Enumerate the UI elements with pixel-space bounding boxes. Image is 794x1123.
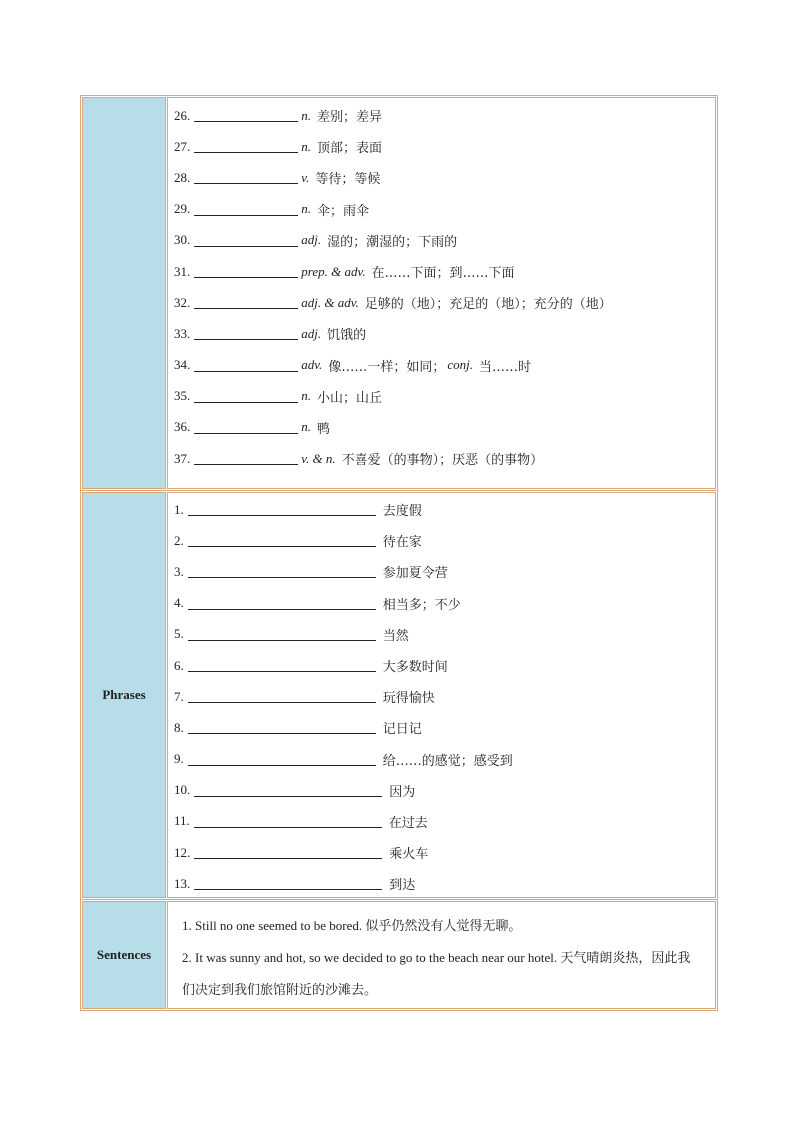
- vocab-item: [174, 162, 709, 193]
- meaning: 湿的；潮湿的；下雨的: [327, 234, 458, 250]
- part-of-speech: n.: [301, 107, 311, 123]
- meaning: 像……一样；如同；: [328, 359, 446, 375]
- item-number: 28.: [174, 169, 191, 185]
- meaning: 足够的（地）；充足的（地）；充分的（地）: [364, 297, 612, 313]
- meaning: 待在家: [382, 535, 422, 551]
- vocab-item: [174, 225, 709, 256]
- meaning: 相当多；不少: [382, 597, 461, 613]
- vocab-item: [174, 350, 709, 381]
- meaning: 玩得愉快: [382, 691, 435, 707]
- phrases-content: [167, 492, 716, 898]
- item-number: 7.: [174, 688, 184, 704]
- part-of-speech: adv.: [301, 357, 323, 373]
- answer-blank[interactable]: [194, 390, 298, 403]
- vocab-item: [174, 100, 709, 131]
- sentences-row: [81, 900, 717, 1010]
- answer-blank[interactable]: [194, 846, 382, 859]
- part-of-speech: n.: [301, 388, 311, 404]
- item-number: 35.: [174, 388, 191, 404]
- meaning: 去度假: [382, 504, 422, 520]
- vocab-item: [174, 131, 709, 162]
- answer-blank[interactable]: [194, 421, 298, 434]
- answer-blank[interactable]: [194, 171, 298, 184]
- phrases-label: Phrases: [82, 492, 166, 898]
- part-of-speech: n.: [301, 138, 311, 154]
- item-number: 36.: [174, 419, 191, 435]
- meaning: 因为: [389, 784, 416, 800]
- phrase-item: [174, 619, 709, 650]
- sentences-label: Sentences: [82, 901, 166, 1009]
- item-number: 10.: [174, 782, 191, 798]
- phrase-item: [174, 806, 709, 837]
- sentence-chinese: 天气晴朗炎热，因此我们决定到我们旅馆附近的沙滩去。: [182, 951, 691, 998]
- meaning: 顶部；表面: [317, 141, 383, 157]
- answer-blank[interactable]: [188, 534, 376, 547]
- item-number: 13.: [174, 875, 191, 891]
- item-number: 1.: [174, 501, 184, 517]
- phrase-item: [174, 494, 709, 525]
- item-number: 11.: [174, 813, 190, 829]
- item-number: 37.: [174, 450, 191, 466]
- sentences-content: [167, 901, 716, 1009]
- item-number: 26.: [174, 107, 191, 123]
- part-of-speech: n.: [301, 419, 311, 435]
- meaning: 饥饿的: [327, 328, 367, 344]
- answer-blank[interactable]: [188, 721, 376, 734]
- answer-blank[interactable]: [194, 815, 382, 828]
- vocabulary-label-cell: [82, 97, 166, 489]
- item-number: 32.: [174, 294, 191, 310]
- phrases-row: [81, 491, 717, 900]
- sentence-english: 2. It was sunny and hot, so we decided to go to the beach near our hotel.: [182, 950, 558, 965]
- answer-blank[interactable]: [194, 359, 298, 372]
- meaning: 小山；山丘: [317, 390, 383, 406]
- answer-blank[interactable]: [194, 877, 382, 890]
- answer-blank[interactable]: [194, 452, 298, 465]
- meaning: 给……的感觉；感受到: [382, 753, 513, 769]
- phrase-item: [174, 775, 709, 806]
- phrase-item: [174, 681, 709, 712]
- answer-blank[interactable]: [188, 753, 376, 766]
- sentence-item: [182, 942, 701, 1006]
- phrase-item: [174, 588, 709, 619]
- item-number: 3.: [174, 563, 184, 579]
- answer-blank[interactable]: [188, 565, 376, 578]
- vocabulary-row: [81, 96, 717, 491]
- answer-blank[interactable]: [194, 203, 298, 216]
- part-of-speech: prep. & adv.: [301, 263, 366, 279]
- study-table: [80, 95, 718, 1011]
- part-of-speech: v. & n.: [301, 450, 336, 466]
- meaning: 当然: [382, 628, 409, 644]
- meaning: 乘火车: [389, 847, 429, 863]
- item-number: 34.: [174, 357, 191, 373]
- item-number: 6.: [174, 657, 184, 673]
- phrase-item: [174, 837, 709, 868]
- item-number: 30.: [174, 232, 191, 248]
- meaning: 大多数时间: [382, 660, 448, 676]
- phrase-item: [174, 556, 709, 587]
- sentence-english: 1. Still no one seemed to be bored.: [182, 918, 363, 933]
- meaning: 参加夏令营: [382, 566, 448, 582]
- part-of-speech: adj.: [301, 232, 322, 248]
- answer-blank[interactable]: [194, 784, 382, 797]
- vocabulary-content: [167, 97, 716, 489]
- answer-blank[interactable]: [194, 109, 298, 122]
- answer-blank[interactable]: [194, 140, 298, 153]
- sentence-item: [182, 910, 701, 942]
- meaning: 不喜爱（的事物）；厌恶（的事物）: [341, 453, 544, 469]
- answer-blank[interactable]: [194, 296, 298, 309]
- part-of-speech: conj.: [447, 357, 473, 373]
- item-number: 31.: [174, 263, 191, 279]
- answer-blank[interactable]: [188, 503, 376, 516]
- item-number: 2.: [174, 532, 184, 548]
- vocab-item: [174, 194, 709, 225]
- answer-blank[interactable]: [194, 265, 298, 278]
- vocab-item: [174, 256, 709, 287]
- meaning: 在……下面；到……下面: [371, 266, 515, 282]
- item-number: 29.: [174, 201, 191, 217]
- meaning: 记日记: [382, 722, 422, 738]
- item-number: 9.: [174, 751, 184, 767]
- sentence-chinese: 似乎仍然没有人觉得无聊。: [365, 919, 522, 934]
- phrase-item: [174, 525, 709, 556]
- phrase-item: [174, 868, 709, 899]
- item-number: 33.: [174, 325, 191, 341]
- part-of-speech: v.: [301, 169, 310, 185]
- item-number: 4.: [174, 595, 184, 611]
- meaning: 到达: [389, 878, 416, 894]
- answer-blank[interactable]: [188, 659, 376, 672]
- vocab-item: [174, 443, 709, 474]
- meaning: 伞；雨伞: [317, 203, 370, 219]
- item-number: 27.: [174, 138, 191, 154]
- vocab-item: [174, 318, 709, 349]
- meaning: 在过去: [388, 815, 428, 831]
- meaning: 差别；差异: [317, 110, 383, 126]
- meaning: 当……时: [478, 359, 531, 375]
- part-of-speech: adj.: [301, 325, 322, 341]
- vocab-item: [174, 412, 709, 443]
- meaning: 等待；等候: [315, 172, 381, 188]
- answer-blank[interactable]: [188, 690, 376, 703]
- vocab-item: [174, 287, 709, 318]
- vocab-item: [174, 381, 709, 412]
- phrase-item: [174, 650, 709, 681]
- part-of-speech: adj. & adv.: [301, 294, 359, 310]
- answer-blank[interactable]: [188, 628, 376, 641]
- item-number: 5.: [174, 626, 184, 642]
- phrase-item: [174, 744, 709, 775]
- answer-blank[interactable]: [194, 234, 298, 247]
- answer-blank[interactable]: [194, 327, 298, 340]
- item-number: 12.: [174, 844, 191, 860]
- part-of-speech: n.: [301, 201, 311, 217]
- meaning: 鸭: [317, 421, 331, 437]
- item-number: 8.: [174, 719, 184, 735]
- phrase-item: [174, 712, 709, 743]
- answer-blank[interactable]: [188, 597, 376, 610]
